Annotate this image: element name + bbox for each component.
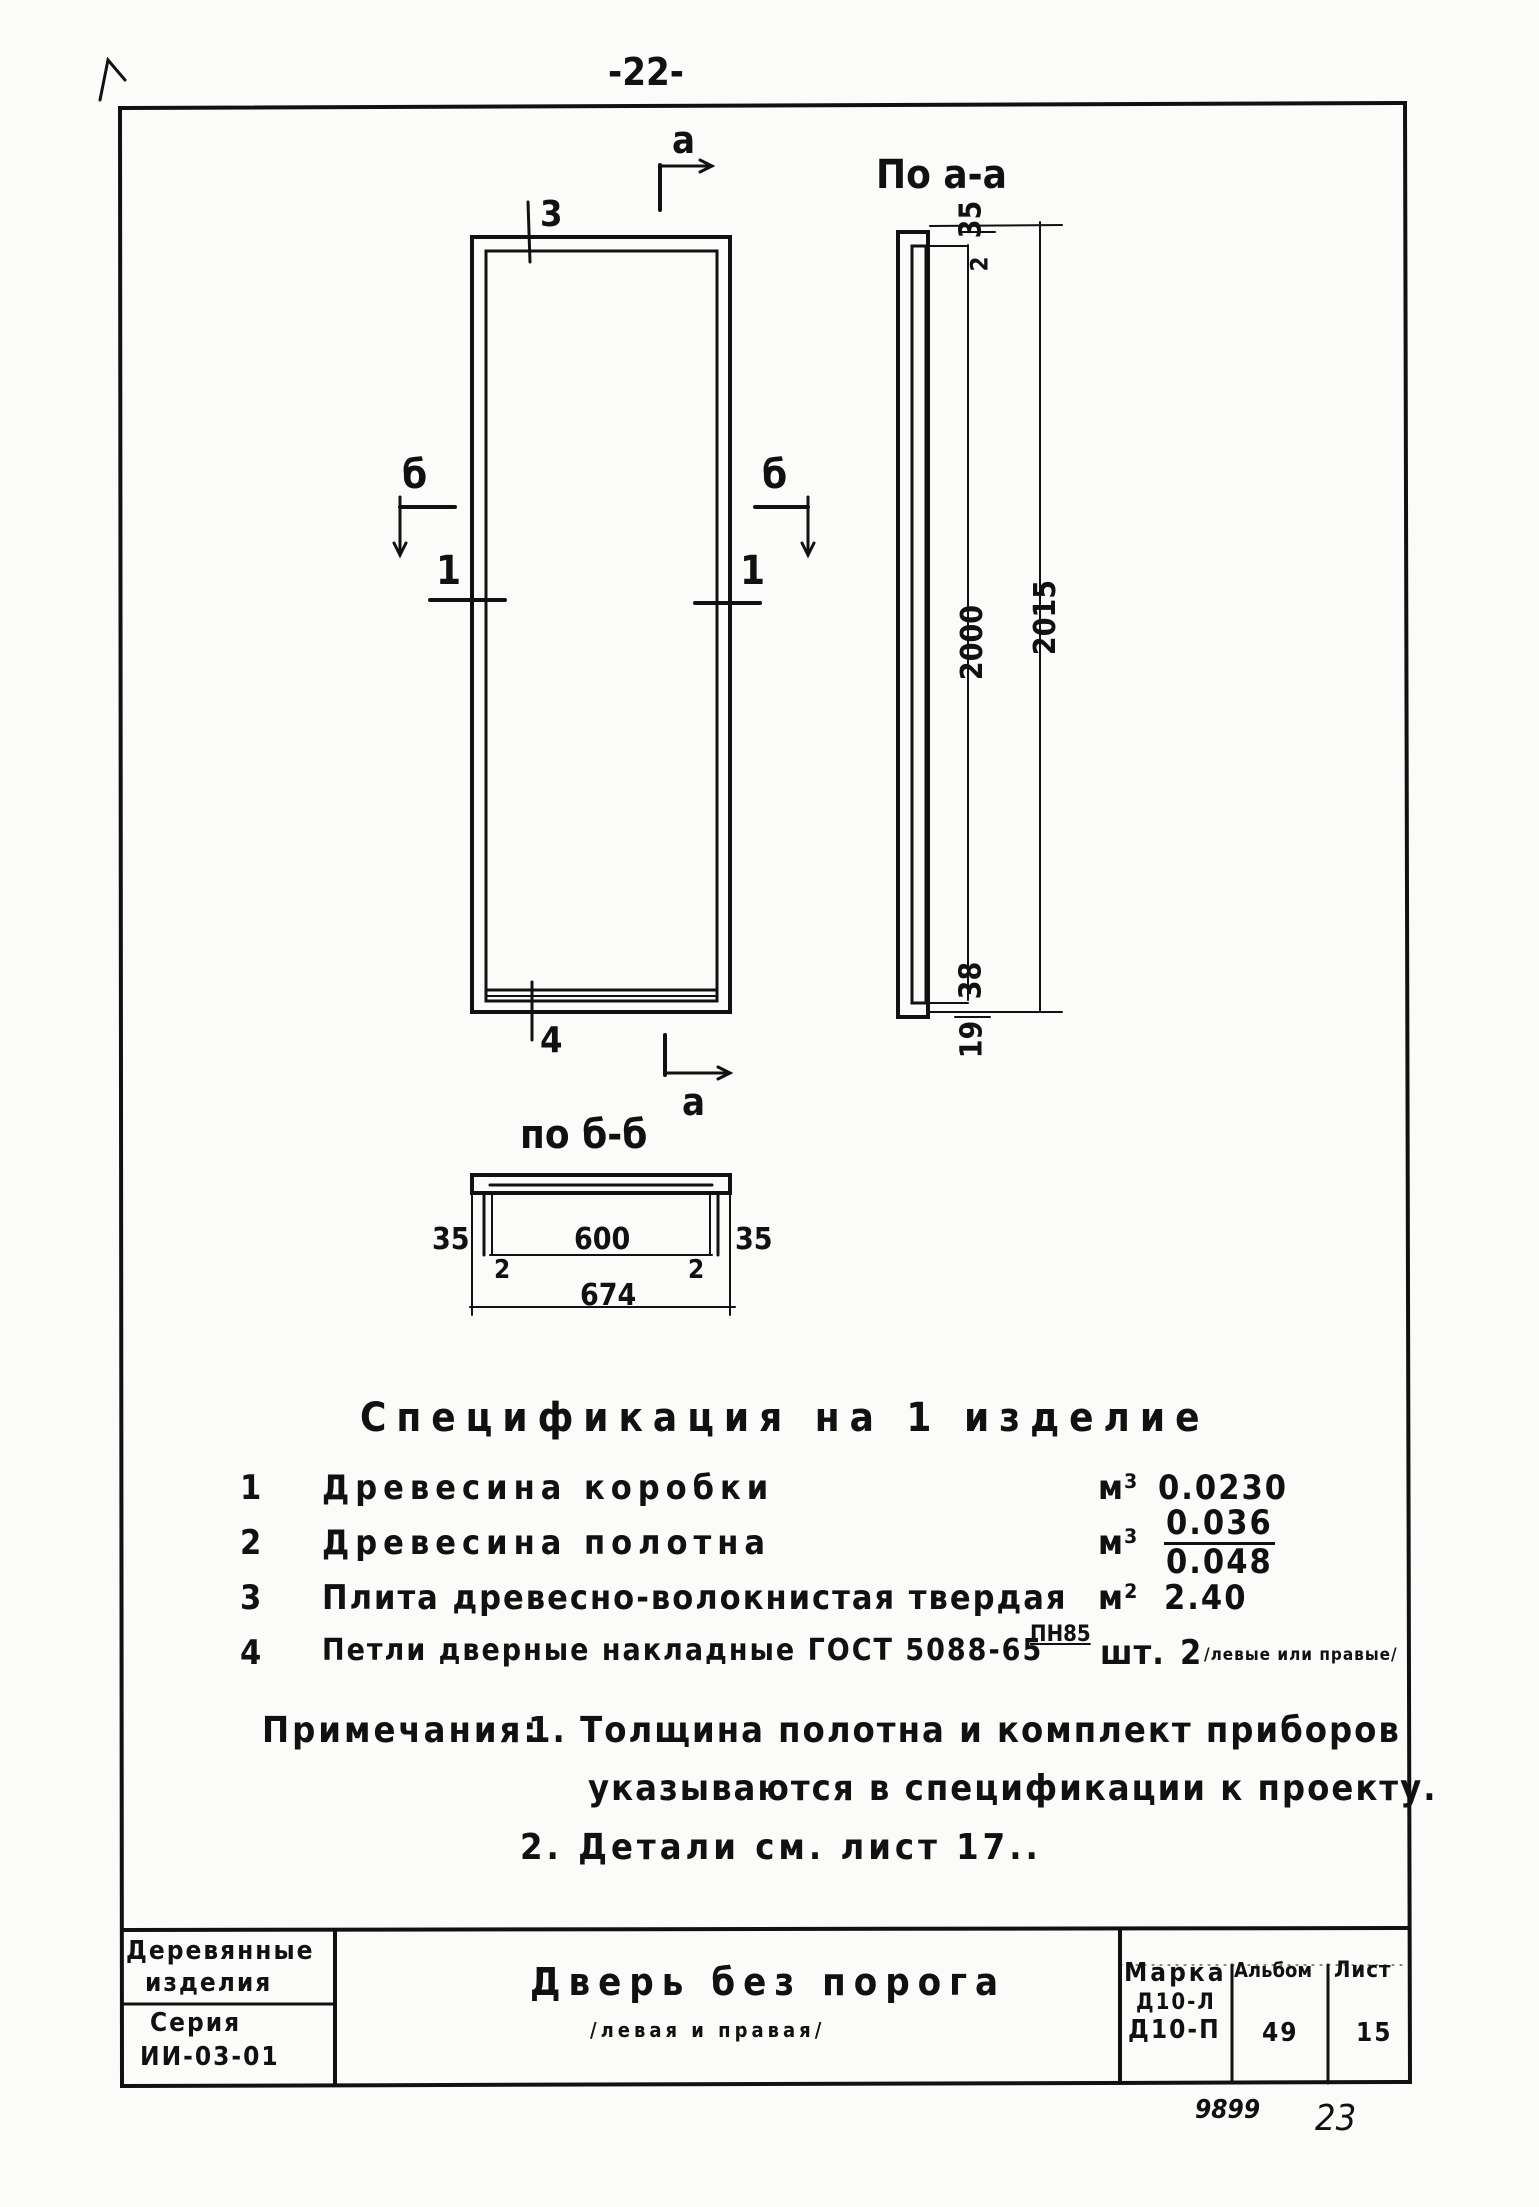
spec-row-1-name: Древесина коробки [322, 1468, 775, 1508]
spec-row-3-num: 3 [240, 1578, 268, 1618]
spec-row-3-unit: м² [1098, 1578, 1139, 1618]
dim-plan-35-left: 35 [432, 1222, 470, 1257]
spec-title: Спецификация на 1 изделие [360, 1395, 1210, 1441]
dim-side-2000: 2000 [955, 604, 991, 681]
note-1a: 1. Толщина полотна и комплект приборов [528, 1710, 1401, 1751]
dim-plan-2-left: 2 [494, 1255, 511, 1285]
tb-sheet-value: 15 [1356, 2018, 1393, 2048]
footer-code: 9899 [1195, 2095, 1261, 2125]
notes-label: Примечания: [262, 1710, 540, 1751]
tb-series-value: ИИ-03-01 [140, 2042, 280, 2072]
dim-side-2015: 2015 [1028, 579, 1064, 656]
footer-page: 23 [1315, 2098, 1357, 2139]
spec-row-2-value-num: 0.036 [1166, 1503, 1273, 1543]
tb-album-label: Альбом [1234, 1958, 1313, 1982]
spec-row-4-value: 2 [1180, 1633, 1203, 1673]
spec-row-2-value-den: 0.048 [1166, 1541, 1273, 1582]
spec-row-1-value: 0.0230 [1158, 1468, 1289, 1508]
spec-row-1-unit: м³ [1098, 1468, 1139, 1508]
front-inner-frame [486, 251, 717, 1001]
spec-row-1-num: 1 [240, 1468, 268, 1508]
tb-mark-label: Марка [1124, 1958, 1227, 1988]
dim-plan-2-right: 2 [688, 1255, 705, 1285]
spec-row-2-name: Древесина полотна [322, 1523, 772, 1563]
cut-a-bottom-label: а [682, 1080, 706, 1124]
note-1b: указываются в спецификации к проекту. [588, 1768, 1438, 1809]
spec-row-4-unit: шт. [1100, 1633, 1165, 1673]
tb-category-1: Деревянные [126, 1936, 315, 1966]
dim-side-35: 35 [953, 200, 989, 239]
tb-category-2: изделия [145, 1968, 273, 1998]
spec-row-3-name: Плита древесно-волокнистая твердая [322, 1578, 1068, 1618]
spec-row-2-num: 2 [240, 1523, 268, 1563]
dim-plan-600: 600 [574, 1222, 631, 1257]
title-block-frame [122, 1928, 1408, 1930]
side-frame-inner [912, 246, 926, 1003]
page-number: -22- [608, 50, 684, 94]
section-b-label: по б-б [520, 1112, 648, 1158]
tb-name: Дверь без порога [530, 1960, 1007, 2004]
cut-b-left-label: б [402, 452, 428, 498]
callout-3: 3 [540, 194, 563, 235]
spec-row-4-mark: ПН85 [1030, 1622, 1091, 1647]
spec-row-2-value [1164, 1503, 1275, 1582]
tb-sheet-label: Лист [1334, 1958, 1392, 1983]
front-outer-frame [472, 237, 730, 1012]
cut-b-right-label: б [762, 452, 788, 498]
dim-plan-674: 674 [580, 1278, 637, 1313]
callout-1-left: 1 [436, 548, 462, 594]
corner-mark [100, 60, 125, 100]
dim-side-19: 19 [954, 1020, 990, 1059]
spec-row-3-value: 2.40 [1164, 1578, 1248, 1618]
section-a-label: По а-а [876, 152, 1007, 198]
spec-row-2-unit: м³ [1098, 1523, 1139, 1563]
tb-album-value: 49 [1262, 2018, 1299, 2048]
note-2: 2. Детали см. лист 17.. [520, 1827, 1042, 1868]
spec-row-4-extra: /левые или правые/ [1204, 1645, 1398, 1665]
tb-mark-2: Д10-П [1128, 2015, 1221, 2045]
dim-plan-35-right: 35 [735, 1222, 773, 1257]
callout-4: 4 [540, 1020, 563, 1061]
dim-side-2: 2 [965, 256, 994, 272]
dim-side-38: 38 [953, 961, 989, 1000]
callout-1-right: 1 [740, 548, 766, 594]
cut-a-top-label: а [672, 118, 696, 162]
spec-row-4-name: Петли дверные накладные ГОСТ 5088-65 [322, 1633, 1044, 1668]
tb-series-label: Серия [150, 2008, 242, 2038]
tb-mark-1: Д10-Л [1136, 1990, 1216, 2015]
spec-row-4-num: 4 [240, 1633, 268, 1673]
tb-subname: /левая и правая/ [590, 2018, 826, 2042]
callout-3-line [528, 202, 530, 262]
